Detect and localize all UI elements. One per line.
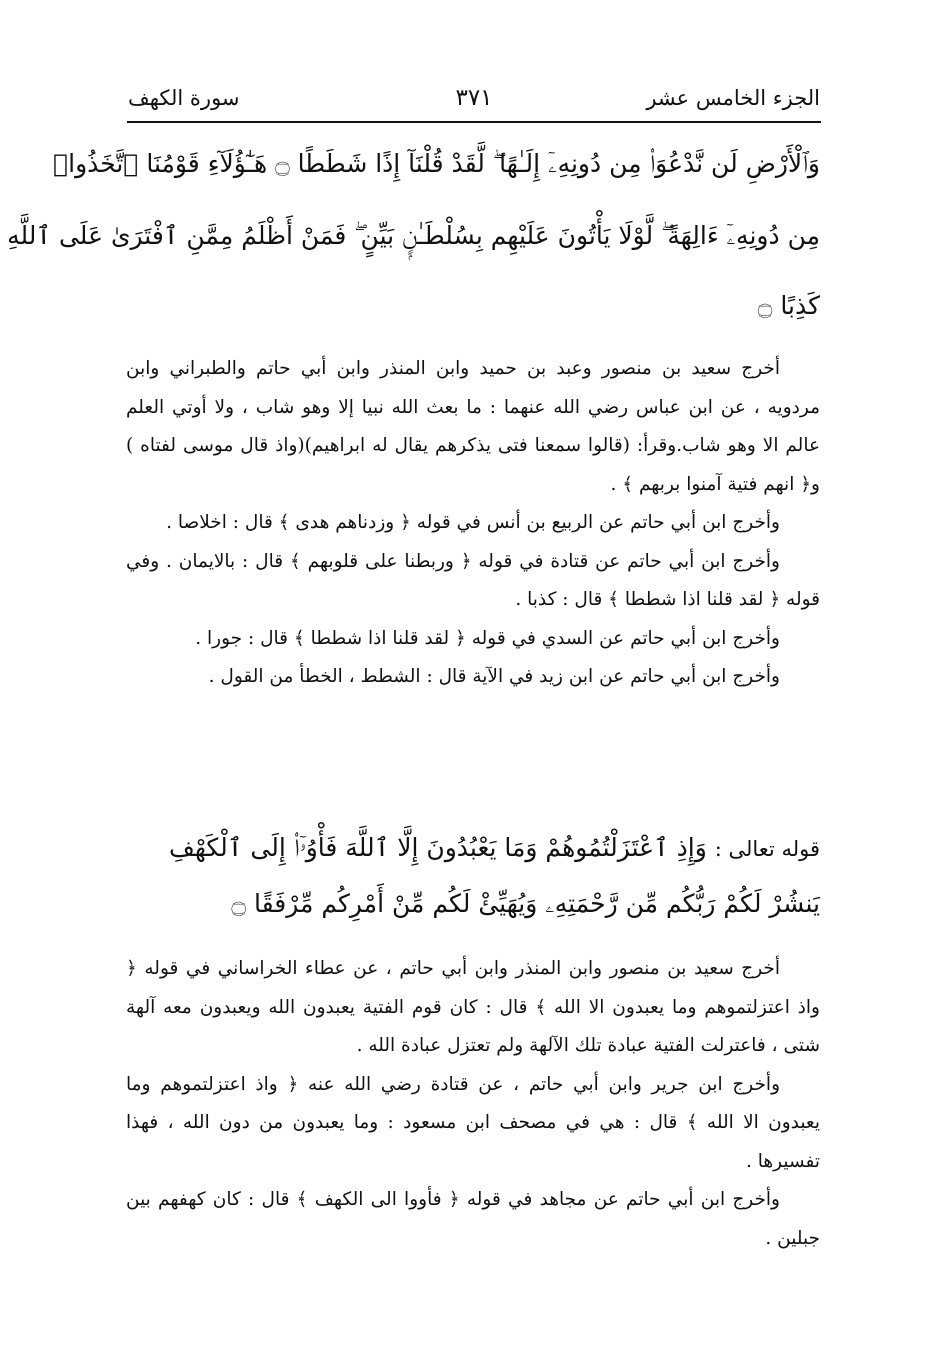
paragraph: وأخرج ابن جرير وابن أبي حاتم ، عن قتادة رضي الله عنه ﴿ واذ اعتزلتموهم وما يعبدون الا الله ﴾ قال : هي في مصحف ابن مسعود : وما يعبدون من دون الله ، فهذا تفسيرها . <box>126 1073 820 1172</box>
running-header <box>128 78 820 118</box>
paragraph: وأخرج ابن أبي حاتم عن ابن زيد في الآية قال : الشطط ، الخطأ من القول . <box>208 666 780 687</box>
paragraph: وأخرج ابن أبي حاتم عن مجاهد في قوله ﴿ فأووا الى الكهف ﴾ قال : كان كهفهم بين جبلين . <box>126 1189 820 1249</box>
paragraph: أخرج سعيد بن منصور وابن المنذر وابن أبي حاتم ، عن عطاء الخراساني في قوله ﴿ واذ اعتزلتموهم وما يعبدون الا الله ﴾ قال : كان قوم الفتية يعبدون الله ويعبدون معه آلهة شتى ، فاعترلت الفتية عبادة تلك الآلهة ولم تعتزل عبادة الله . <box>126 958 820 1056</box>
verse-text: وَإِذِ ٱعْتَزَلْتُمُوهُمْ وَمَا يَعْبُدُونَ إِلَّا ٱللَّهَ فَأْوُۥٓا۟ إِلَى ٱلْكَهْفِ <box>168 833 707 862</box>
verse-line-with-intro <box>120 822 820 875</box>
paragraph: وأخرج ابن أبي حاتم عن الربيع بن أنس في قوله ﴿ وزدناهم هدى ﴾ قال : اخلاصا . <box>166 512 780 533</box>
paragraph: وأخرج ابن أبي حاتم عن قتادة في قوله ﴿ وربطنا على قلوبهم ﴾ قال : بالايمان . وفي قوله ﴿ لقد قلنا اذا شططا ﴾ قال : كذبا . <box>126 550 820 610</box>
verse-line: كَذِبًا ۝ <box>757 291 820 320</box>
paragraph: أخرج سعيد بن منصور وعبد بن حميد وابن المنذر وابن أبي حاتم والطبراني وابن مردويه ، عن ابن عباس رضي الله عنهما : ما بعث الله نبيا إلا وهو شاب ، ولا أوتي العلم عالم الا وهو شاب.وقرأ: (قالوا سمعنا فتى يذكرهم يقال له ابراهيم)(واذ قال موسى لفتاه ) و﴿ انهم فتية آمنوا بربهم ﴾ . <box>126 358 820 495</box>
paragraph: وأخرج ابن أبي حاتم عن السدي في قوله ﴿ لقد قلنا اذا شططا ﴾ قال : جورا . <box>195 627 780 649</box>
verse-line: مِن دُونِهِۦٓ ءَالِهَةً ۖ لَّوْلَا يَأْتُونَ عَلَيْهِم بِسُلْطَـٰنٍۭ بَيِّنٍ ۖ فَمَنْ أَظْلَمُ مِمَّنِ ٱفْتَرَىٰ عَلَى ٱللَّهِ <box>7 221 820 250</box>
verse-intro: قوله تعالى : <box>714 837 820 861</box>
verse-line: يَنشُرْ لَكُمْ رَبُّكُم مِّن رَّحْمَتِهِۦ وَيُهَيِّئْ لَكُم مِّنْ أَمْرِكُم مِّرْفَقًا ۝ <box>231 889 820 918</box>
page-number: ٣٧١ <box>455 85 493 111</box>
part-title: الجزء الخامس عشر <box>646 86 820 110</box>
surah-title: سورة الكهف <box>128 86 240 110</box>
header-rule <box>127 121 821 123</box>
commentary-block-1 <box>126 350 820 697</box>
commentary-block-2 <box>126 950 820 1258</box>
verse-line: وَٱلْأَرْضِ لَن نَّدْعُوَا۟ مِن دُونِهِۦٓ إِلَـٰهًا ۖ لَّقَدْ قُلْنَآ إِذًا شَطَطًا ۝ هَـٰٓؤُلَآءِ قَوْمُنَا ٱتَّخَذُوا۟ <box>53 149 820 178</box>
